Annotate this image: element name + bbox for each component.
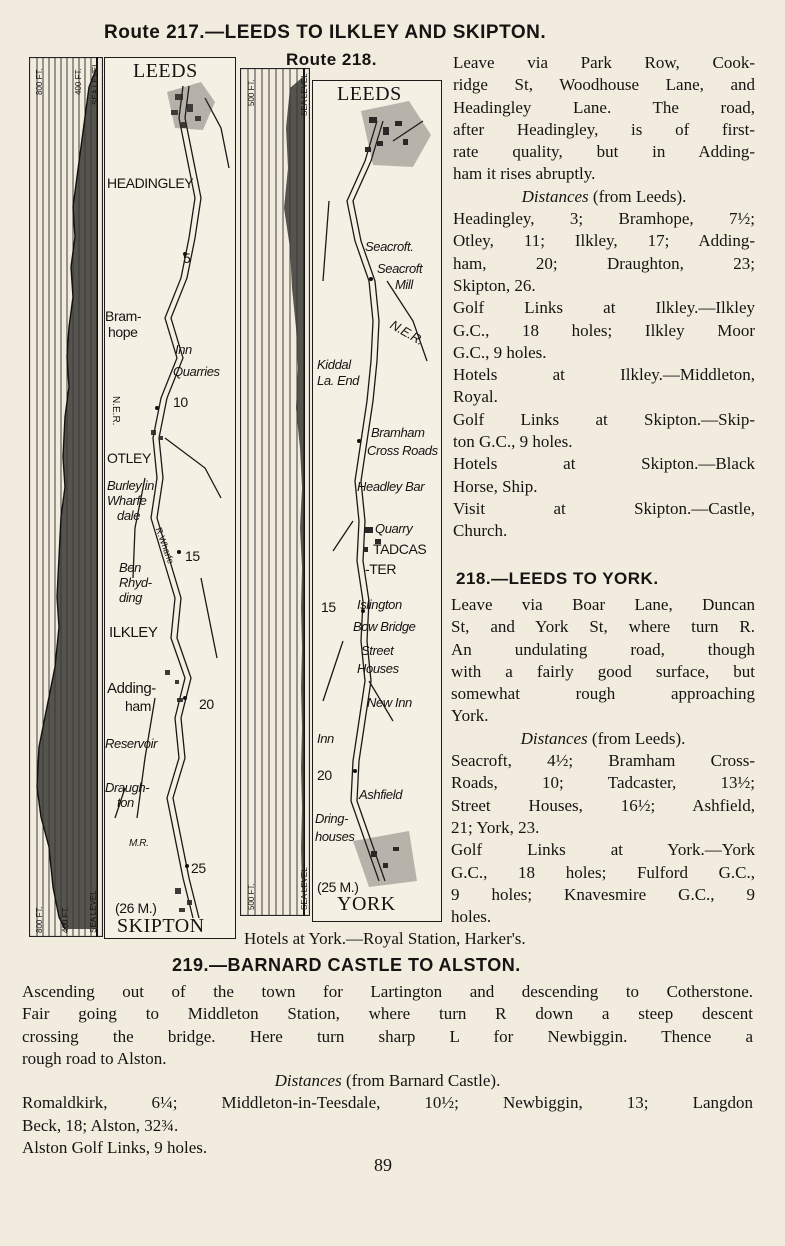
distances-label: Distances [521, 186, 589, 206]
map-218-seacroft: Seacroft. [365, 239, 414, 254]
route-217-intro-line: Leave via Park Row, Cook- [453, 53, 755, 72]
profile-218-top-500ft: 500 FT. [247, 79, 256, 106]
route-217-intro-line: rate quality, but in Adding- [453, 142, 755, 162]
profile-217-top-sea-level: SEA LEVEL [91, 62, 100, 105]
map-217-milestone-10: 10 [173, 394, 188, 410]
route-218-intro-line: with a fairly good surface, but [451, 661, 755, 681]
map-217-draughton-1: Draugh- [105, 780, 150, 795]
map-218-kiddal-2: La. End [317, 373, 360, 388]
map-217-draughton-2: ton [117, 795, 134, 810]
map-217-ben-rhydding-1: Ben [119, 560, 141, 575]
map-217-burley-3: dale [117, 508, 140, 523]
map-218-ner: N.E.R. [387, 317, 427, 348]
route-217-visit-skipton: Church. [453, 521, 508, 541]
page-number: 89 [374, 1155, 392, 1175]
map-218-islington: Islington [357, 597, 402, 612]
profile-218-bottom-500ft: 500 FT. [247, 883, 256, 910]
map-218-ashfield: Ashfield [359, 787, 403, 802]
map-217-mr: M.R. [129, 838, 149, 849]
route-219-description [22, 981, 753, 1159]
map-218-new-inn: New Inn [367, 695, 412, 710]
route-219-para-line: crossing the bridge. Here turn sharp L for Newbiggin. Thence a [22, 1026, 753, 1046]
route-219-golf: Alston Golf Links, 9 holes. [22, 1138, 208, 1158]
map-218-york: YORK [337, 893, 396, 915]
route-217-golf-ilkley: G.C., 18 holes; Ilkley Moor [453, 320, 755, 340]
map-217-burley-2: Wharfe [107, 493, 147, 508]
map-217-headingley: HEADINGLEY [107, 175, 194, 191]
route-217-hotels-skipton: Horse, Ship. [453, 476, 538, 496]
route-219-para-line: Ascending out of the town for Lartington and descending to Cotherstone. [22, 982, 753, 1001]
route-218-distance-line: 21; York, 23. [451, 817, 540, 837]
route-218-distance-line: Seacroft, 4½; Bramham Cross- [451, 751, 755, 771]
route-217-intro-line: ham it rises abruptly. [453, 164, 596, 184]
route-217-distance-line: ham, 20; Draughton, 23; [453, 253, 755, 273]
route-218-distance-line: Roads, 10; Tadcaster, 13½; [451, 773, 755, 793]
route-218-profile [240, 68, 310, 916]
route-217-golf-ilkley: G.C., 9 holes. [453, 342, 547, 362]
profile-217-top-800ft: 800 FT. [35, 68, 44, 95]
map-218-street-houses-2: Houses [357, 661, 399, 676]
map-217-milestone-25: 25 [191, 860, 206, 876]
map-217-addingham-2: ham [125, 698, 152, 714]
map-218-bramham-2: Cross Roads [367, 443, 438, 458]
map-218-tadcaster-2: -TER [365, 561, 397, 577]
profile-218-top-sea-level: SEA LEVEL [300, 73, 309, 116]
map-218-inn: Inn [317, 731, 334, 746]
route-218-distances-heading [451, 728, 755, 750]
route-217-intro-line: Headingley Lane. The road, [453, 97, 755, 117]
map-217-milestone-5: 5 [183, 250, 191, 266]
map-218-bramham-1: Bramham [371, 425, 425, 440]
map-217-ilkley: ILKLEY [109, 624, 158, 641]
route-219-distance-line: Romaldkirk, 6¼; Middleton-in-Teesdale, 10½; Newbiggin, 13; Langdon [22, 1093, 753, 1113]
route-217-golf-skipton: ton G.C., 9 holes. [453, 432, 573, 452]
distances-label: Distances [274, 1071, 342, 1091]
elevation-profile-217-graphic [29, 57, 103, 937]
route-219-para-line: Fair going to Middleton Station, where turn R down a steep descent [22, 1004, 753, 1024]
route-218-heading: 218.—LEEDS TO YORK. [456, 569, 659, 588]
map-218-seacroft-mill-1: Seacroft [377, 261, 423, 276]
map-217-skipton: SKIPTON [117, 915, 205, 937]
map-218-seacroft-mill-2: Mill [395, 277, 413, 292]
route-219-para-line: rough road to Alston. [22, 1048, 167, 1068]
route-217-distance-line: Skipton, 26. [453, 275, 536, 295]
map-217-addingham-1: Adding- [107, 680, 156, 697]
route-218-intro-line: York. [451, 706, 489, 726]
map-217-burley-1: Burley in [107, 478, 154, 493]
route-218-hotels: Hotels at York.—Royal Station, Harker's. [244, 929, 526, 948]
route-217-intro-line: after Headingley, is of first- [453, 119, 755, 139]
map-217-otley: OTLEY [107, 450, 151, 466]
map-217-leeds: LEEDS [133, 60, 198, 82]
map-217-milestone-20: 20 [199, 696, 214, 712]
profile-217-bottom-400ft: 400 FT. [61, 906, 70, 933]
profile-217-bottom-sea-level: SEA LEVEL [89, 890, 98, 933]
route-219-heading: 219.—BARNARD CASTLE TO ALSTON. [172, 955, 521, 975]
map-217-inn: Inn [175, 342, 192, 357]
route-217-golf-skipton: Golf Links at Skipton.—Skip- [453, 409, 755, 429]
map-218-tadcaster-1: TADCAS [373, 541, 427, 557]
route-218-golf-line: 9 holes; Knavesmire G.C., 9 [451, 884, 755, 904]
distances-from: (from Leeds). [591, 728, 686, 748]
route-218-description [451, 594, 755, 928]
route-218-golf-line: Golf Links at York.—York [451, 840, 755, 860]
map-217-bramhope-1: Bram- [105, 308, 142, 324]
route-218-distance-line: Street Houses, 16½; Ashfield, [451, 795, 755, 815]
map-218-headley-bar: Headley Bar [357, 479, 425, 494]
route-219-distances-heading [22, 1070, 753, 1092]
map-218-leeds: LEEDS [337, 83, 402, 105]
route-218-golf-line: G.C., 18 holes; Fulford G.C., [451, 862, 755, 882]
route-218-golf-line: holes. [451, 907, 492, 927]
map-217-ben-rhydding-2: Rhyd- [119, 575, 152, 590]
map-217-quarries: Quarries [173, 364, 220, 379]
map-218-kiddal-1: Kiddal [317, 357, 351, 372]
map-218-quarry: Quarry [375, 521, 413, 536]
map-218-total: (25 M.) [317, 879, 359, 895]
map-217-milestone-15: 15 [185, 548, 200, 564]
profile-218-bottom-sea-level: SEA LEVEL [300, 867, 309, 910]
route-219-distance-line: Beck, 18; Alston, 32¾. [22, 1115, 179, 1135]
route-217-hotels-skipton: Hotels at Skipton.—Black [453, 454, 755, 474]
map-218-dringhouses-1: Dring- [315, 811, 348, 826]
route-218-intro-line: St, and York St, where turn R. [451, 617, 755, 637]
route-217-description [453, 52, 755, 543]
route-217-intro-line: ridge St, Woodhouse Lane, and [453, 75, 755, 95]
map-218-milestone-15: 15 [321, 599, 336, 615]
map-218-milestone-20: 20 [317, 767, 332, 783]
route-218-intro-line: An undulating road, though [451, 639, 755, 659]
route-218-strip-map [312, 80, 442, 922]
distances-from: (from Barnard Castle). [345, 1071, 501, 1091]
route-217-golf-ilkley: Golf Links at Ilkley.—Ilkley [453, 298, 755, 318]
route-217-visit-skipton: Visit at Skipton.—Castle, [453, 498, 755, 518]
route-217-strip-map [104, 57, 236, 939]
elevation-profile-218-graphic [240, 68, 310, 916]
map-217-reservoir: Reservoir [105, 736, 158, 751]
profile-217-bottom-800ft: 800 FT. [35, 906, 44, 933]
route-217-hotels-ilkley: Hotels at Ilkley.—Middleton, [453, 365, 755, 385]
map-218-dringhouses-2: houses [315, 829, 355, 844]
route-218-intro-line: somewhat rough approaching [451, 684, 755, 704]
map-217-ner: N.E.R. [110, 396, 121, 426]
distances-label: Distances [520, 728, 588, 748]
distances-from: (from Leeds). [592, 186, 687, 206]
route-217-profile [29, 57, 103, 937]
route-217-distance-line: Otley, 11; Ilkley, 17; Adding- [453, 231, 755, 251]
route-218-title: Route 218. [286, 50, 377, 69]
route-217-title: Route 217.—LEEDS TO ILKLEY AND SKIPTON. [104, 22, 547, 43]
route-217-distances-heading [453, 186, 755, 208]
route-217-hotels-ilkley: Royal. [453, 387, 498, 407]
map-217-bramhope-2: hope [108, 324, 138, 340]
map-217-ben-rhydding-3: ding [119, 590, 142, 605]
map-217-total: (26 M.) [115, 900, 157, 916]
map-217-river-wharfe: R.Wharfe [153, 526, 177, 566]
map-218-street-houses-1: Street [361, 643, 394, 658]
route-218-intro-line: Leave via Boar Lane, Duncan [451, 595, 755, 614]
map-218-bow-bridge: Bow Bridge [353, 619, 416, 634]
profile-217-top-400ft: 400 FT. [74, 68, 83, 95]
route-217-distance-line: Headingley, 3; Bramhope, 7½; [453, 209, 755, 229]
